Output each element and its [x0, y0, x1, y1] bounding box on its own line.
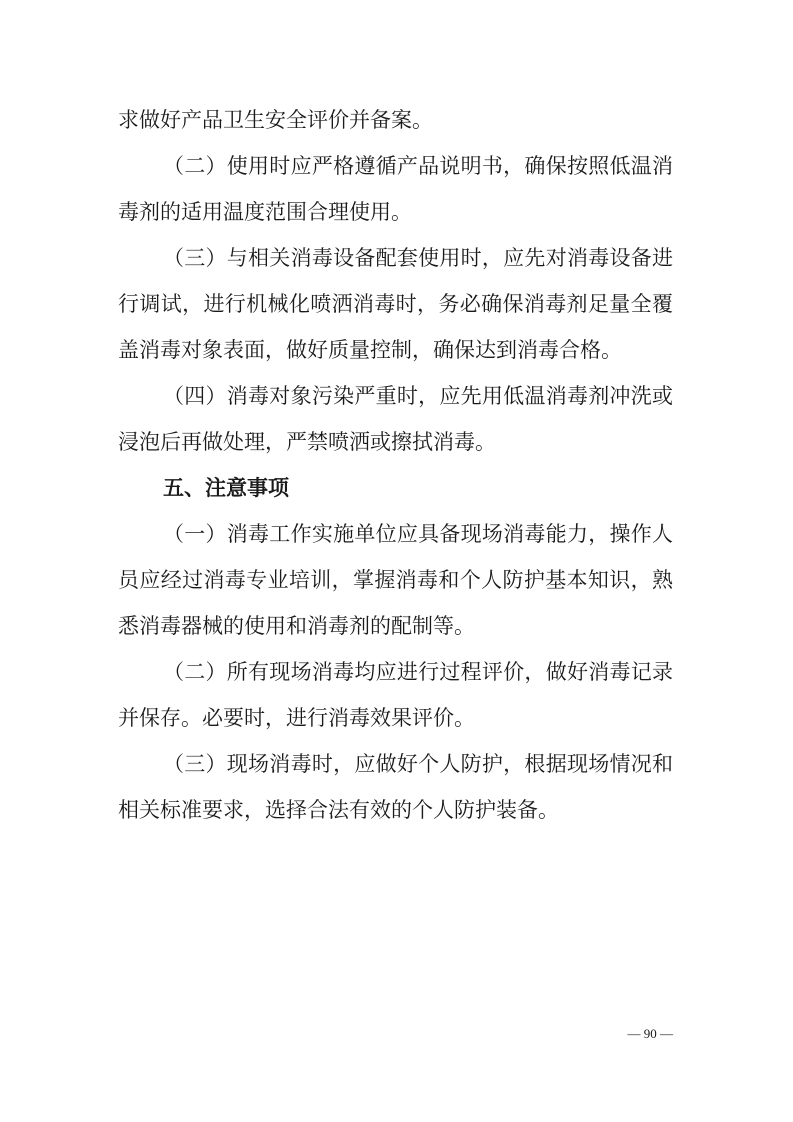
- section-heading: 五、注意事项: [163, 476, 289, 500]
- body-line: 毒剂的适用温度范围合理使用。: [118, 200, 412, 224]
- paragraph-first-line: （四）消毒对象污染严重时，应先用低温消毒剂冲洗或: [163, 384, 673, 408]
- body-line: 相关标准要求，选择合法有效的个人防护装备。: [118, 798, 559, 822]
- body-line: 求做好产品卫生安全评价并备案。: [118, 108, 433, 132]
- body-line: 盖消毒对象表面，做好质量控制，确保达到消毒合格。: [118, 338, 622, 362]
- paragraph-first-line: （二）所有现场消毒均应进行过程评价，做好消毒记录: [163, 660, 673, 684]
- body-line: 行调试，进行机械化喷洒消毒时，务必确保消毒剂足量全覆: [118, 292, 673, 316]
- page-number: — 90 —: [627, 1026, 673, 1041]
- body-line: 悉消毒器械的使用和消毒剂的配制等。: [118, 614, 475, 638]
- paragraph-first-line: （二）使用时应严格遵循产品说明书，确保按照低温消: [163, 154, 673, 178]
- body-line: 并保存。必要时，进行消毒效果评价。: [118, 706, 475, 730]
- paragraph-first-line: （三）与相关消毒设备配套使用时，应先对消毒设备进: [163, 246, 673, 270]
- paragraph-first-line: （一）消毒工作实施单位应具备现场消毒能力，操作人: [163, 522, 673, 546]
- paragraph-first-line: （三）现场消毒时，应做好个人防护，根据现场情况和: [163, 752, 673, 776]
- body-line: 浸泡后再做处理，严禁喷洒或擦拭消毒。: [118, 430, 496, 454]
- body-line: 员应经过消毒专业培训，掌握消毒和个人防护基本知识，熟: [118, 568, 673, 592]
